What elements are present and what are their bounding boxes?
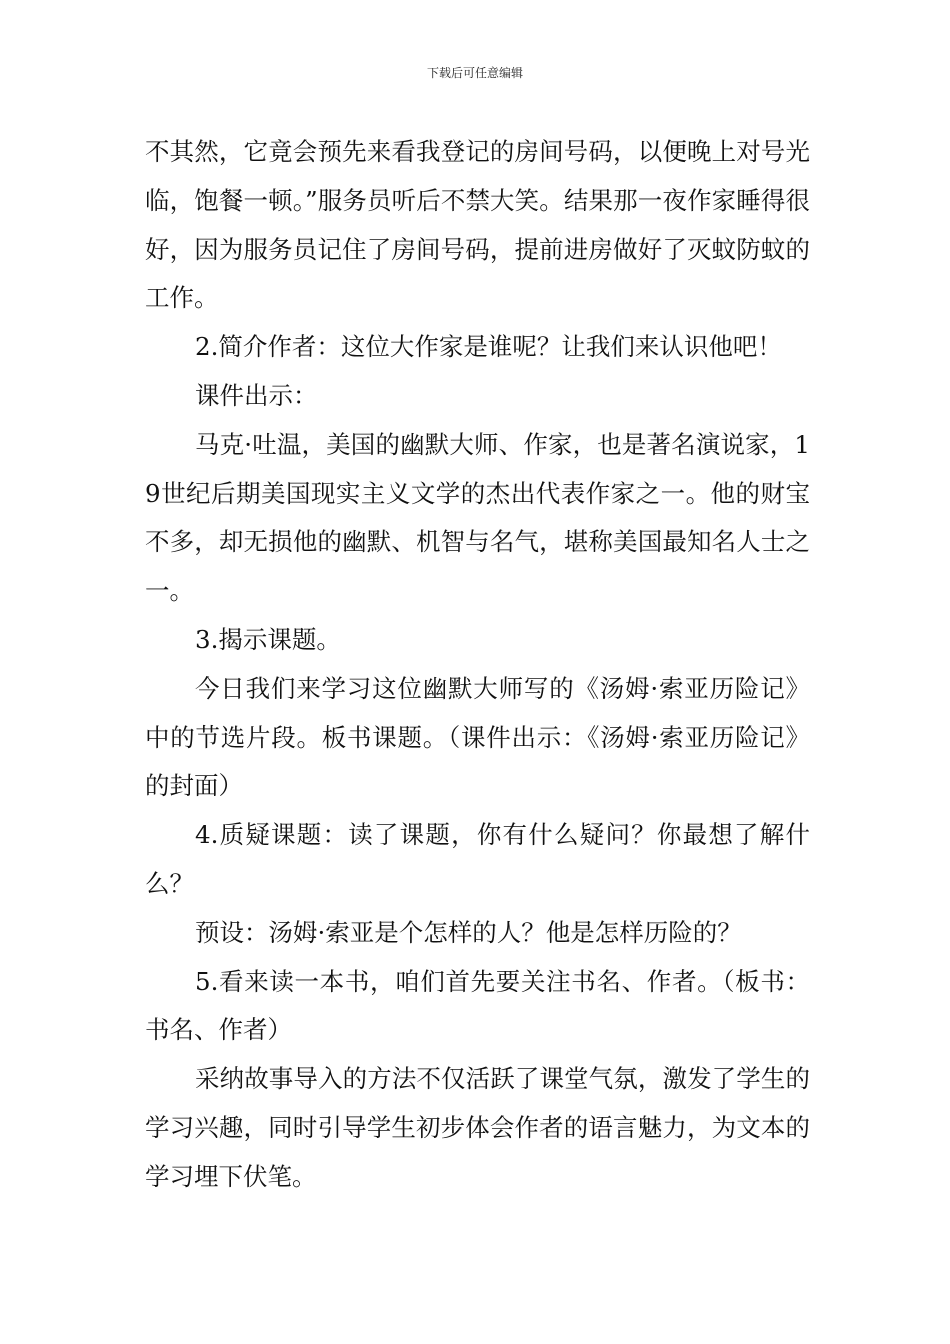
paragraph-method-summary: 采纳故事导入的方法不仅活跃了课堂气氛，激发了学生的学习兴趣，同时引导学生初步体会作者的语言魅力，为文本的学习埋下伏笔。 [145,1064,810,1191]
paragraph-mark-twain-bio: 马克·吐温，美国的幽默大师、作家，也是著名演说家，19世纪后期美国现实主义文学的杰出代表作家之一。他的财宝不多，却无损他的幽默、机智与名气，堪称美国最知名人士之一。 [145,429,810,606]
paragraph-author-intro: 2.简介作者：这位大作家是谁呢？让我们来认识他吧！ [195,332,782,362]
paragraph-question-topic: 4.质疑课题：读了课题，你有什么疑问？你最想了解什么？ [145,820,810,898]
paragraph-preset: 预设：汤姆·索亚是个怎样的人？他是怎样历险的？ [195,917,742,947]
page-header: 下载后可任意编辑 [426,66,523,80]
paragraph-today-lesson: 今日我们来学习这位幽默大师写的《汤姆·索亚历险记》中的节选片段。板书课题。（课件出示：《汤姆·索亚历险记》的封面） [145,673,810,801]
paragraph-courseware-show: 课件出示： [195,380,318,410]
paragraph-reveal-topic: 3.揭示课题。 [195,624,341,654]
document-body [145,128,810,1202]
paragraph-book-focus: 5.看来读一本书，咱们首先要关注书名、作者。（板书：书名、作者） [145,966,810,1045]
paragraph-story-ending: 不其然，它竟会预先来看我登记的房间号码，以便晚上对号光临，饱餐一顿。”服务员听后不禁大笑。结果那一夜作家睡得很好，因为服务员记住了房间号码，提前进房做好了灭蚊防蚊的工作。 [145,137,810,313]
